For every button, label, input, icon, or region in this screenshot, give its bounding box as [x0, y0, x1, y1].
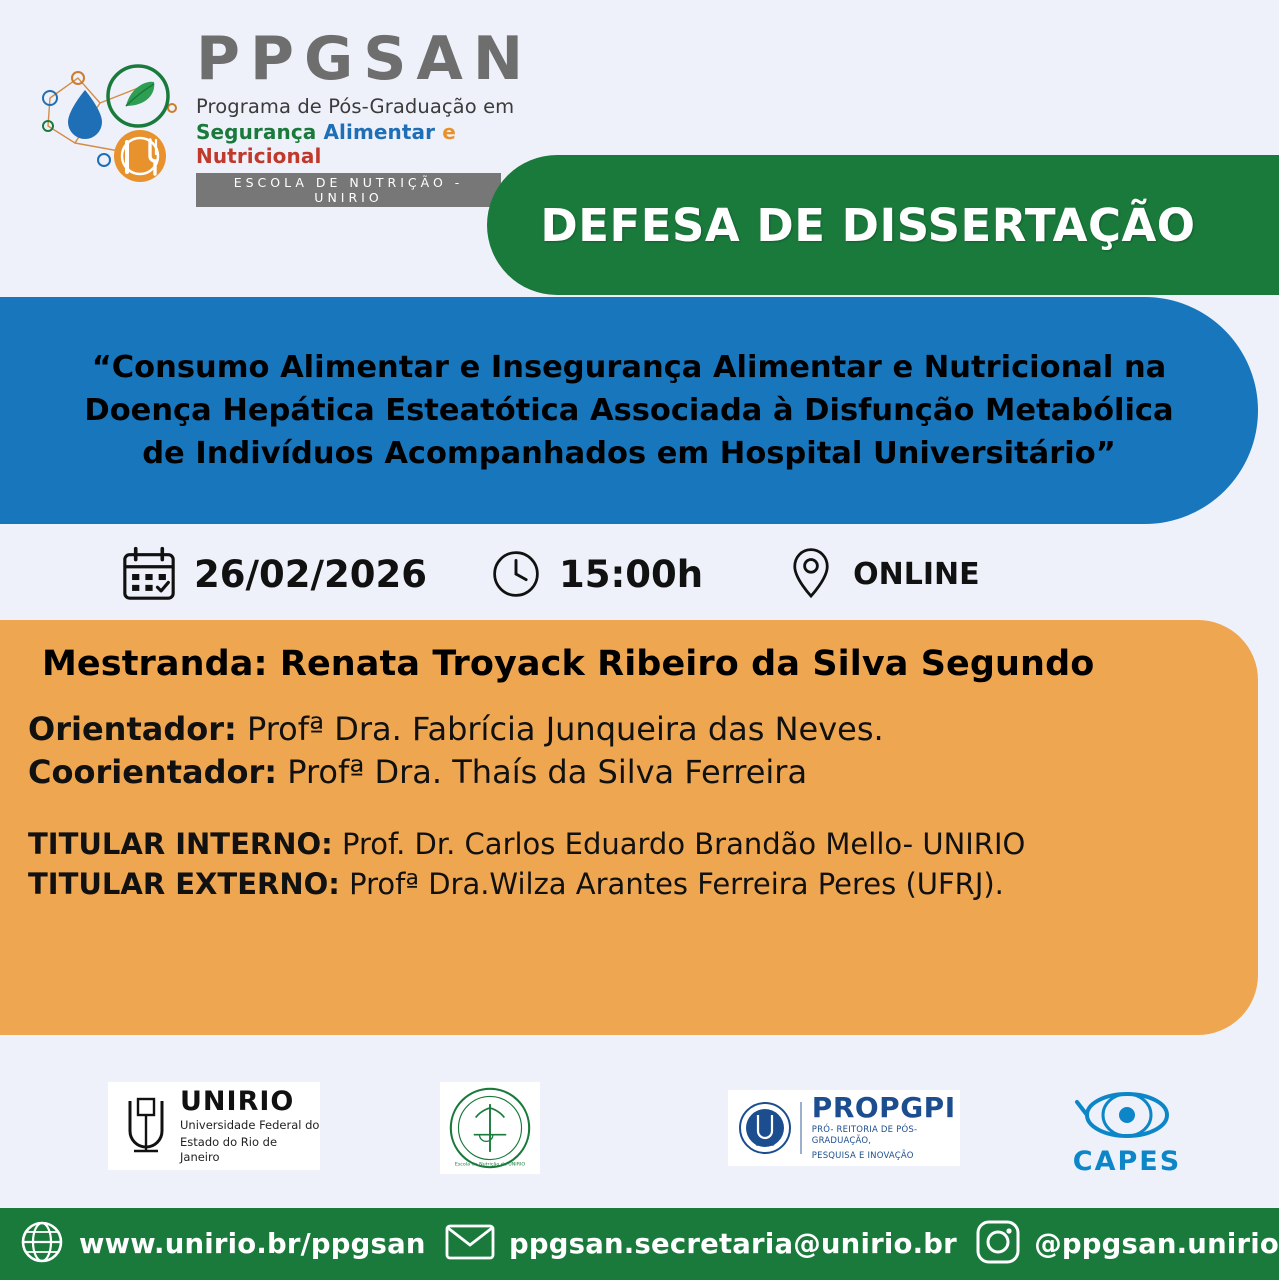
instagram-icon [975, 1219, 1021, 1269]
instagram-contact[interactable] [975, 1219, 1279, 1269]
capes-name: CAPES [1072, 1145, 1182, 1177]
people-panel [0, 620, 1258, 1035]
propgpi-seal-label: UNIRIO [755, 1142, 775, 1148]
event-place-text: ONLINE [853, 556, 980, 592]
propgpi-logo [728, 1090, 960, 1166]
coadvisor-line [28, 751, 1228, 794]
escola-nutricao-label: Escola de Nutrição da UNIRIO [454, 1162, 526, 1168]
contact-bar [0, 1208, 1279, 1280]
globe-icon [18, 1218, 66, 1270]
student-label: Mestranda: [42, 644, 268, 684]
unirio-sub2: Estado do Rio de Janeiro [180, 1135, 278, 1164]
advisor-name: Profª Dra. Fabrícia Junqueira das Neves. [246, 710, 884, 748]
event-date [120, 545, 427, 603]
divider [800, 1102, 802, 1154]
unirio-name: UNIRIO [180, 1085, 295, 1117]
event-details-row [0, 528, 1279, 620]
advisor-line [28, 708, 1228, 751]
event-time [489, 547, 703, 601]
internal-member-label: TITULAR INTERNO: [28, 827, 333, 862]
thesis-title-line-3: de Indivíduos Acompanhados em Hospital Universitário” [142, 436, 1116, 472]
committee-block [28, 824, 1228, 904]
ppgsan-logo-marks [30, 48, 190, 188]
event-place [785, 545, 980, 603]
thesis-title-banner [0, 297, 1258, 524]
external-member-name: Profª Dra.Wilza Arantes Ferreira Peres (UFRJ). [349, 867, 1004, 902]
propgpi-sub2: PESQUISA E INOVAÇÃO [811, 1150, 914, 1161]
unirio-emblem-icon [118, 1095, 174, 1157]
instagram-text: @ppgsan.unirio [1034, 1228, 1279, 1260]
internal-member-line [28, 824, 1228, 864]
thesis-title-line-2: Doença Hepática Esteatótica Associada à Disfunção Metabólica [84, 392, 1174, 428]
capes-icon [1071, 1088, 1183, 1144]
propgpi-seal-icon [738, 1101, 792, 1155]
event-type-label: DEFESA DE DISSERTAÇÃO [540, 198, 1196, 252]
envelope-icon [444, 1222, 496, 1266]
external-member-line [28, 864, 1228, 904]
ppgsan-word-alimentar: Alimentar [323, 119, 436, 144]
ppgsan-word-seguranca: Segurança [196, 119, 317, 144]
website-text: www.unirio.br/ppgsan [79, 1228, 426, 1260]
coadvisor-name: Profª Dra. Thaís da Silva Ferreira [287, 753, 808, 792]
event-type-banner [487, 155, 1279, 295]
ppgsan-acronym: PPGSAN [196, 23, 534, 94]
calendar-icon [120, 545, 178, 603]
clock-icon [489, 547, 543, 601]
escola-nutricao-logo [440, 1082, 540, 1174]
advisor-label: Orientador: [28, 710, 237, 748]
capes-logo [1062, 1086, 1192, 1178]
location-pin-icon [785, 545, 837, 603]
ppgsan-logo [30, 23, 534, 205]
student-line [42, 644, 1228, 684]
ppgsan-word-nutricional: Nutricional [196, 143, 322, 168]
student-name: Renata Troyack Ribeiro da Silva Segundo [279, 644, 1095, 684]
ppgsan-word-e: e [442, 119, 456, 144]
escola-nutricao-icon [447, 1085, 533, 1171]
external-member-label: TITULAR EXTERNO: [28, 867, 340, 902]
ppgsan-program-line: Programa de Pós-Graduação em [196, 94, 515, 118]
event-time-text: 15:00h [558, 552, 704, 596]
propgpi-sub1: PRÓ- REITORIA DE PÓS-GRADUAÇÃO, [811, 1125, 918, 1147]
ppgsan-school-line: ESCOLA DE NUTRIÇÃO - UNIRIO [196, 173, 501, 207]
thesis-title-line-1: “Consumo Alimentar e Insegurança Alimentar e Nutricional na [91, 349, 1167, 385]
email-text: ppgsan.secretaria@unirio.br [509, 1228, 957, 1260]
propgpi-name: PROPGPI [811, 1091, 956, 1125]
ppgsan-program-line2 [196, 120, 533, 168]
unirio-logo [108, 1082, 320, 1170]
email-contact[interactable] [444, 1222, 957, 1266]
event-date-text: 26/02/2026 [194, 552, 427, 596]
internal-member-name: Prof. Dr. Carlos Eduardo Brandão Mello- UNIRIO [341, 827, 1026, 862]
website-contact[interactable] [18, 1218, 426, 1270]
unirio-sub1: Universidade Federal do [180, 1117, 320, 1132]
coadvisor-label: Coorientador: [28, 753, 278, 792]
